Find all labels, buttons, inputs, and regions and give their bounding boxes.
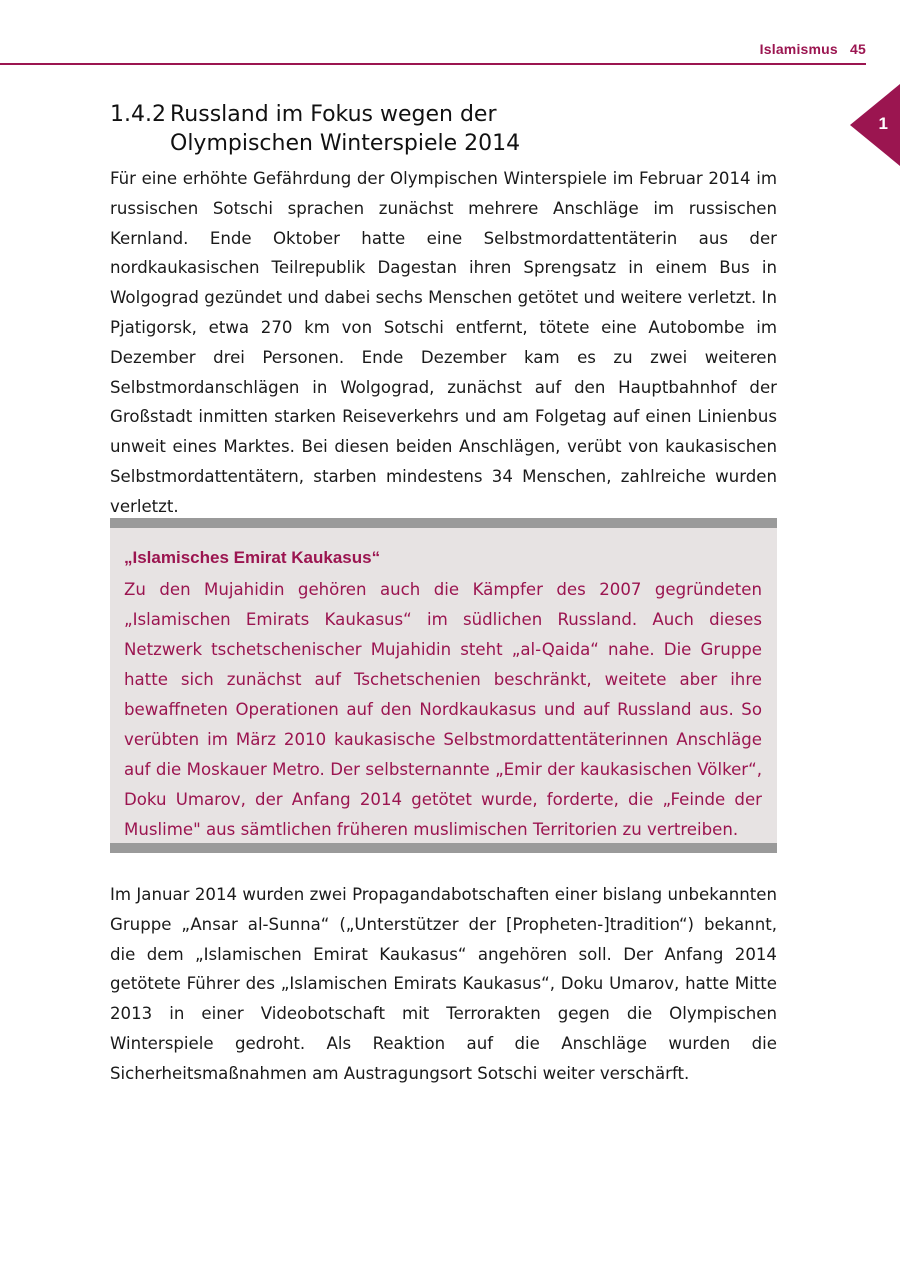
page-number: 45 — [850, 41, 866, 57]
section-title-line2: Olympischen Winterspiele 2014 — [170, 131, 521, 156]
section-title-line1: Russland im Fokus wegen der — [170, 102, 497, 127]
infobox-title: „Islamisches Emirat Kaukasus“ — [124, 548, 381, 567]
running-header — [760, 41, 866, 57]
body-paragraph-2: Im Januar 2014 wurden zwei Propagandabotschaften einer bislang unbekannten Gruppe „Ansar al-Sunna“ („Unterstützer der [Propheten-]tradition“) bekannt, die dem „Islamischen Emirat Kaukasus“ angehören soll. Der Anfang 2014 getötete Führer des „Islamischen Emirats Kaukasus“, Doku Umarov, hatte Mitte 2013 in einer Videobotschaft mit Terrorakten gegen die Olympischen Winterspiele gedroht. Als Reaktion auf die Anschläge wurden die Sicherheitsmaßnahmen am Austragungsort Sotschi weiter verschärft. — [110, 885, 777, 1083]
infobox-body: Zu den Mujahidin gehören auch die Kämpfer des 2007 gegründeten „Islamischen Emirats Kaukasus“ im südlichen Russland. Auch dieses Netzwerk tschetschenischer Mujahidin steht „al-Qaida“ nahe. Die Gruppe hatte sich zunächst auf Tschetschenien beschränkt, weitete aber ihre bewaffneten Operationen auf den Nordkaukasus und auf Russland aus. So verübten im März 2010 kaukasische Selbstmordattentäterinnen Anschläge auf die Moskauer Metro. Der selbsternannte „Emir der kaukasischen Völker“, Doku Umarov, der Anfang 2014 getötet wurde, forderte, die „Feinde der Muslime" aus sämtlichen früheren muslimischen Territorien zu vertreiben. — [124, 580, 762, 839]
body-paragraph-1: Für eine erhöhte Gefährdung der Olympischen Winterspiele im Februar 2014 im russischen Sotschi sprachen zunächst mehrere Anschläge im russischen Kernland. Ende Oktober hatte eine Selbstmordattentäterin aus der nordkaukasischen Teilrepublik Dagestan ihren Sprengsatz in einem Bus in Wolgograd gezündet und dabei sechs Menschen getötet und weitere verletzt. In Pjatigorsk, etwa 270 km von Sotschi entfernt, tötete eine Autobombe im Dezember drei Personen. Ende Dezember kam es zu zwei weiteren Selbstmordanschlägen in Wolgograd, zunächst auf den Hauptbahnhof der Großstadt inmitten starken Reiseverkehrs und am Folgetag auf einen Linienbus unweit eines Marktes. Bei diesen beiden Anschlägen, verübt von kaukasischen Selbstmordattentätern, starben mindestens 34 Menschen, zahlreiche wurden verletzt. — [110, 169, 777, 516]
header-rule — [0, 63, 866, 65]
section-heading — [110, 100, 520, 158]
infobox — [110, 518, 777, 853]
section-number: 1.4.2 — [110, 102, 166, 127]
running-header-section: Islamismus — [759, 41, 838, 57]
chapter-tab-triangle-icon — [850, 84, 900, 166]
chapter-tab — [850, 84, 900, 166]
chapter-number: 1 — [878, 114, 888, 133]
